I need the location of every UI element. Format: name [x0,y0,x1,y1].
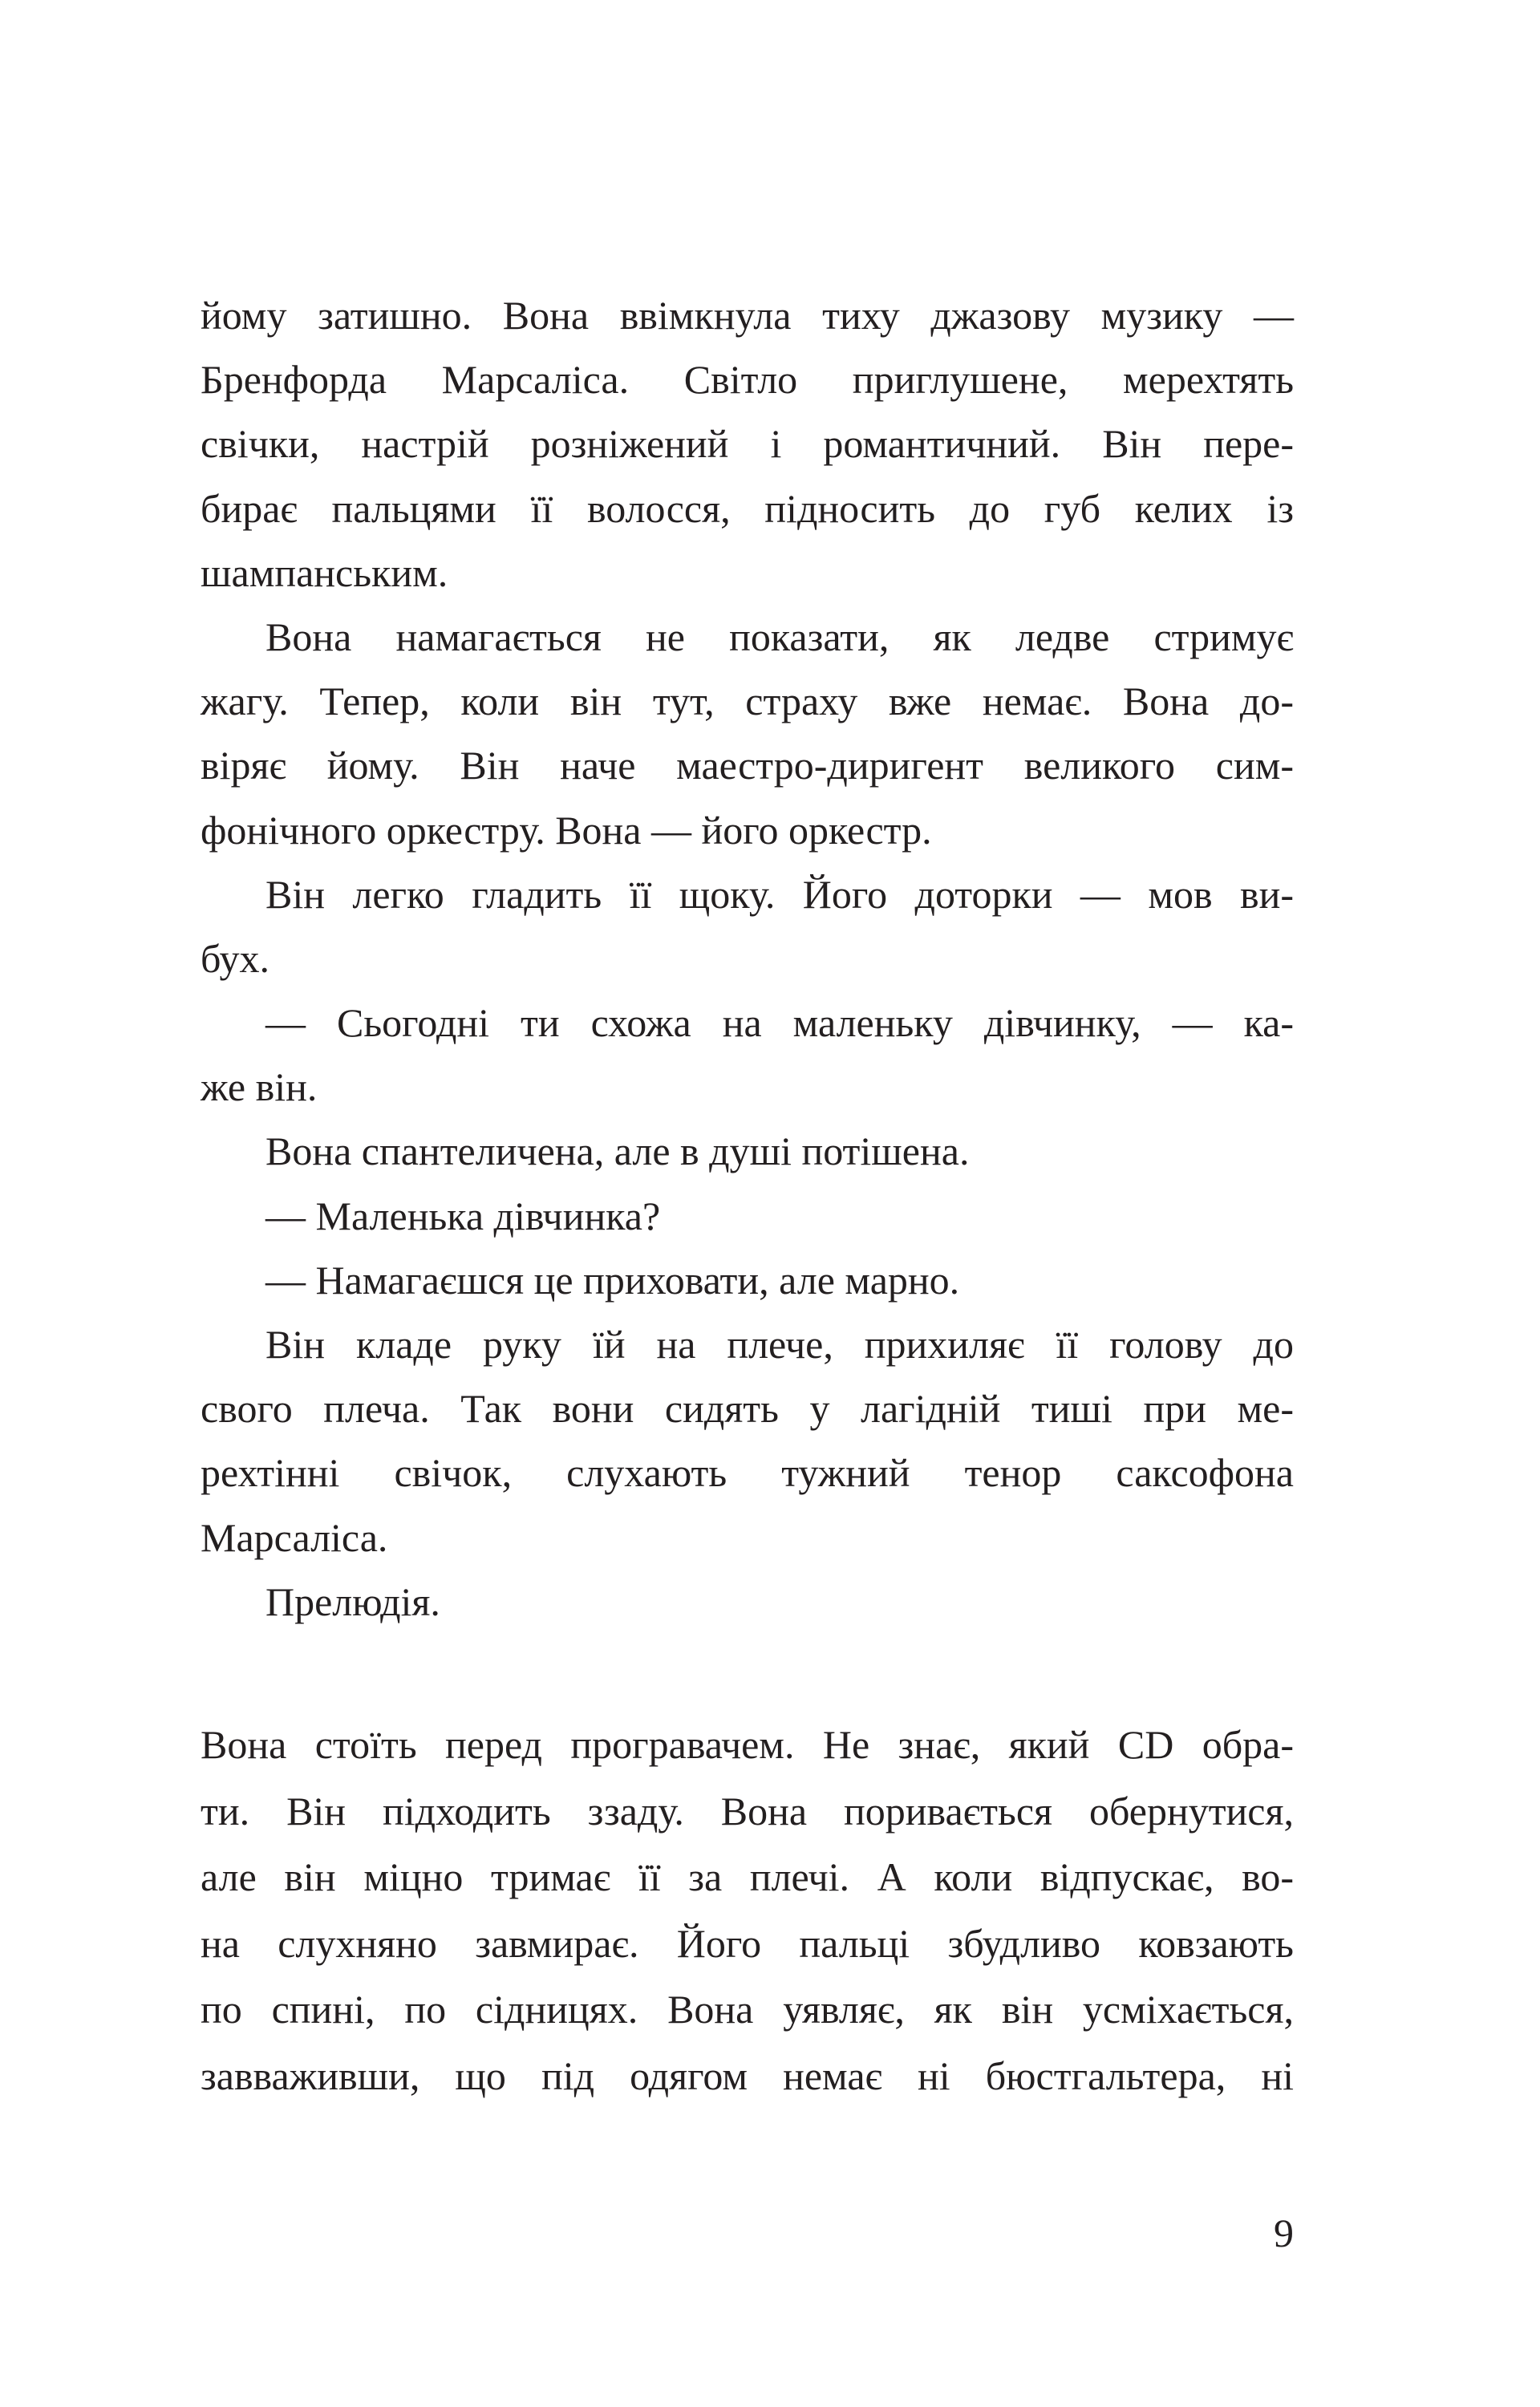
text-line: йому затишно. Вона ввімкнула тиху джазову музику — [201,293,1294,338]
text-line: Він кладе руку їй на плече, прихиляє її голову до [265,1322,1294,1367]
text-line: Він легко гладить її щоку. Його доторки — мов ви- [265,871,1294,917]
text-line: фонічного оркестру. Вона — його оркестр. [201,807,932,853]
text-line: — Маленька дівчинка? [265,1193,661,1238]
text-line: бирає пальцями її волосся, підносить до губ келих із [201,485,1294,531]
text-line: свого плеча. Так вони сидять у лагідній тиші при ме- [201,1386,1294,1432]
text-line: Бренфорда Марсаліса. Світло приглушене, мерехтять [201,357,1294,403]
text-line: Вона спантеличена, але в душі потішена. [265,1129,970,1174]
text-line: на слухняно завмирає. Його пальці збудливо ковзають [201,1920,1294,1966]
text-line: — Сьогодні ти схожа на маленьку дівчинку, — ка- [265,1000,1294,1046]
text-section-2 [201,1712,1294,2109]
text-line: же він. [201,1064,318,1110]
text-line: бух. [201,935,270,981]
text-line: Вона стоїть перед програвачем. Не знає, який CD обра- [201,1722,1294,1767]
text-line: ти. Він підходить ззаду. Вона поривається обернутися, [201,1788,1294,1834]
text-line: Марсаліса. [201,1514,388,1560]
text-line: по спині, по сідницях. Вона уявляє, як він усміхається, [201,1987,1294,2032]
text-line: віряє йому. Він наче маестро-диригент великого сим- [201,743,1294,788]
text-line: рехтінні свічок, слухають тужний тенор саксофона [201,1450,1294,1496]
text-line: свічки, настрій розніжений і романтичний. Він пере- [201,421,1294,467]
text-line: але він міцно тримає її за плечі. А коли відпускає, во- [201,1854,1294,1900]
text-line: — Намагаєшся це приховати, але марно. [265,1257,960,1303]
text-line: завваживши, що під одягом немає ні бюстгальтера, ні [201,2052,1294,2098]
text-line: жагу. Тепер, коли він тут, страху вже немає. Вона до- [201,679,1294,724]
text-line: Вона намагається не показати, як ледве стримує [265,614,1294,659]
text-line: шампанським. [201,549,448,595]
text-section-1 [201,283,1294,1634]
page-number: 9 [1274,2210,1294,2255]
text-line: Прелюдія. [265,1578,440,1624]
